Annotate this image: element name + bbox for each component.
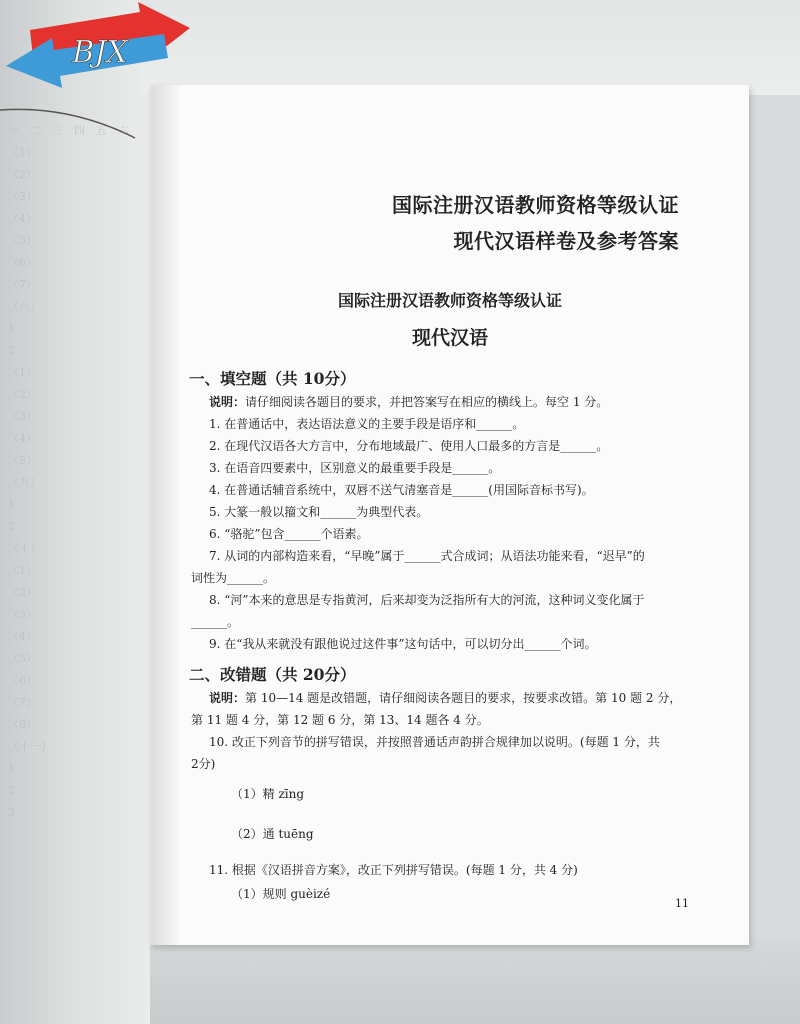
section1-heading: 一、填空题（共 10分） [189, 369, 356, 388]
desk-background-top [140, 0, 800, 95]
question-10-b: （2）通 tuēng [231, 827, 314, 841]
question-10: 10. 改正下列音节的拼写错误，并按照普通话声韵拼合规律加以说明。(每题 1 分，共 [209, 735, 660, 749]
question-7-cont: 词性为______。 [191, 571, 276, 585]
bjx-logo [0, 0, 200, 130]
question-5: 5. 大篆一般以籀文和______为典型代表。 [209, 505, 429, 519]
question-8-cont: ______。 [191, 615, 240, 629]
page-gutter-shadow [151, 85, 179, 945]
exam-name: 现代汉语 [411, 327, 488, 349]
facing-page-text: 一 二 三 四 五 六 （1） （2） （3） （4） （5） （6） （7） （八） 1 2 （1） （2） （3） （4） （5） （九） 1 2 （十） （1） （2） （3） （4） （5） （6） （7） （8） （十一） 1 2 3 [8, 124, 129, 819]
question-7: 7. 从词的内部构造来看，“早晚”属于______式合成词；从语法功能来看，“迟早”的 [209, 549, 645, 563]
question-11: 11. 根据《汉语拼音方案》，改正下列拼写错误。(每题 1 分，共 4 分) [209, 863, 578, 877]
question-2: 2. 在现代汉语各大方言中，分布地域最广、使用人口最多的方言是______。 [209, 439, 609, 453]
question-11-a: （1）规则 guèizé [231, 887, 331, 901]
question-10-a: （1）精 zīng [231, 787, 305, 801]
page-title-line2: 现代汉语样卷及参考答案 [453, 229, 679, 253]
question-3: 3. 在语音四要素中，区别意义的最重要手段是______。 [209, 461, 501, 475]
section2-note-cont: 第 11 题 4 分，第 12 题 6 分，第 13、14 题各 4 分。 [191, 713, 489, 727]
note-text: 第 10—14 题是改错题，请仔细阅读各题目的要求，按要求改错。第 10 题 2 分， [245, 691, 682, 705]
note-text: 请仔细阅读各题目的要求，并把答案写在相应的横线上。每空 1 分。 [245, 395, 609, 409]
page-title-line1: 国际注册汉语教师资格等级认证 [392, 193, 679, 217]
question-6: 6. “骆驼”包含______个语素。 [209, 527, 369, 541]
question-1: 1. 在普通话中，表达语法意义的主要手段是语序和______。 [209, 417, 525, 431]
question-9: 9. 在“我从来就没有跟他说过这件事”这句话中，可以切分出______个词。 [209, 637, 597, 651]
section2-heading: 二、改错题（共 20分） [189, 665, 356, 684]
note-label: 说明： [209, 395, 246, 409]
exam-subtitle: 国际注册汉语教师资格等级认证 [337, 291, 562, 310]
section2-note [209, 689, 681, 706]
logo-text: BJX [72, 35, 128, 70]
note-label: 说明： [209, 691, 246, 705]
question-8: 8. “河”本来的意思是专指黄河，后来却变为泛指所有大的河流，这种词义变化属于 [209, 593, 645, 607]
page-number: 11 [675, 897, 689, 910]
question-4: 4. 在普通话辅音系统中，双唇不送气清塞音是______(用国际音标书写)。 [209, 483, 594, 497]
section1-note [209, 393, 608, 410]
question-10-cont: 2分) [191, 757, 216, 771]
desk-background-bottom [150, 940, 800, 1024]
book-page [150, 85, 749, 945]
